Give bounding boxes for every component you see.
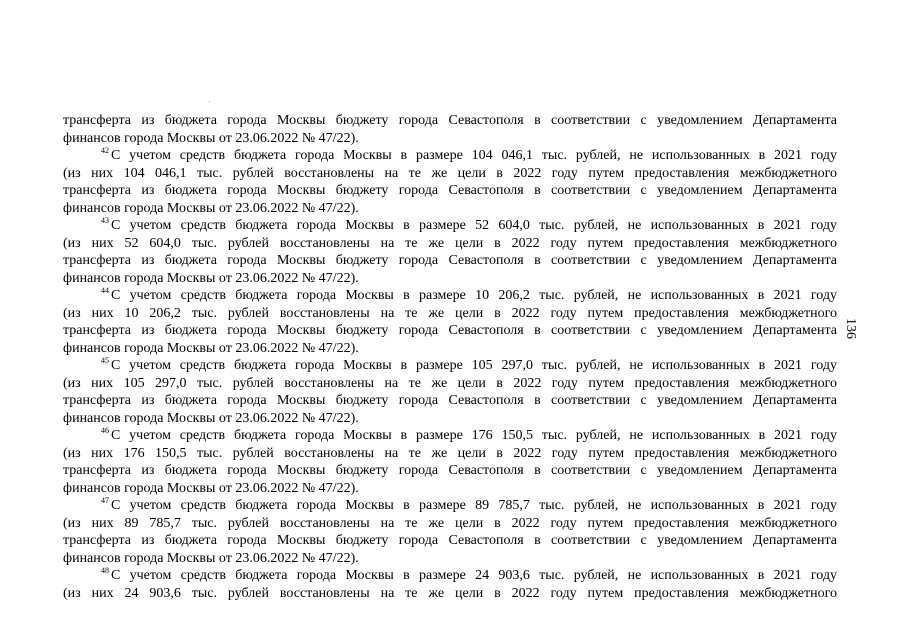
document-body <box>63 112 837 602</box>
footnote-first-line <box>63 427 837 445</box>
footnote-first-line <box>63 497 837 515</box>
footnote-number: 45 <box>101 357 109 365</box>
lead-line: трансферта из бюджета города Москвы бюджету города Севастополя в соответствии с уведомлением Департамента <box>63 113 837 128</box>
scan-speck <box>209 101 210 102</box>
footnote-line: (из них 10 206,2 тыс. рублей восстановлены на те же цели в 2022 году путем предоставления межбюджетного <box>63 305 837 321</box>
footnote-line: трансферта из бюджета города Москвы бюджету города Севастополя в соответствии с уведомлением Департамента <box>63 183 837 198</box>
footnote-line: финансов города Москвы от 23.06.2022 № 47/22). <box>63 410 359 426</box>
footnote-line: (из них 52 604,0 тыс. рублей восстановлены на те же цели в 2022 году путем предоставления межбюджетного <box>63 235 837 251</box>
footnote-line: трансферта из бюджета города Москвы бюджету города Севастополя в соответствии с уведомлением Департамента <box>63 393 837 408</box>
footnote-line: (из них 104 046,1 тыс. рублей восстановлены на те же цели в 2022 году путем предоставления межбюджетного <box>63 165 837 181</box>
footnote-text: С учетом средств бюджета города Москвы в размере 104 046,1 тыс. рублей, не использованных в 2021 году <box>111 148 837 163</box>
footnote-line: финансов города Москвы от 23.06.2022 № 47/22). <box>63 340 359 356</box>
footnote-first-line <box>63 567 837 585</box>
footnote-line: трансферта из бюджета города Москвы бюджету города Севастополя в соответствии с уведомлением Департамента <box>63 533 837 548</box>
footnote-line: финансов города Москвы от 23.06.2022 № 47/22). <box>63 550 359 566</box>
footnote-line: (из них 176 150,5 тыс. рублей восстановлены на те же цели в 2022 году путем предоставления межбюджетного <box>63 445 837 461</box>
footnote-number: 43 <box>101 217 109 225</box>
footnote-first-line <box>63 357 837 375</box>
footnote-text: С учетом средств бюджета города Москвы в размере 52 604,0 тыс. рублей, не использованных в 2021 году <box>111 218 837 233</box>
page-number: 136 <box>843 318 858 339</box>
footnote-line: финансов города Москвы от 23.06.2022 № 47/22). <box>63 480 359 496</box>
footnote-number: 44 <box>101 287 109 295</box>
footnote-line: финансов города Москвы от 23.06.2022 № 47/22). <box>63 270 359 286</box>
footnote-text: С учетом средств бюджета города Москвы в размере 105 297,0 тыс. рублей, не использованных в 2021 году <box>111 358 837 373</box>
footnote-text: С учетом средств бюджета города Москвы в размере 24 903,6 тыс. рублей, не использованных в 2021 году <box>111 568 837 583</box>
footnote-line: (из них 105 297,0 тыс. рублей восстановлены на те же цели в 2022 году путем предоставления межбюджетного <box>63 375 837 391</box>
footnote-first-line <box>63 217 837 235</box>
footnote-line: (из них 24 903,6 тыс. рублей восстановлены на те же цели в 2022 году путем предоставления межбюджетного <box>63 585 837 601</box>
footnote-number: 47 <box>101 497 109 505</box>
footnote-number: 46 <box>101 427 109 435</box>
footnote-first-line <box>63 147 837 165</box>
footnote-number: 42 <box>101 147 109 155</box>
footnote-text: С учетом средств бюджета города Москвы в размере 176 150,5 тыс. рублей, не использованных в 2021 году <box>111 428 837 443</box>
footnote-line: трансферта из бюджета города Москвы бюджету города Севастополя в соответствии с уведомлением Департамента <box>63 323 837 338</box>
footnote-first-line <box>63 287 837 305</box>
footnote-text: С учетом средств бюджета города Москвы в размере 10 206,2 тыс. рублей, не использованных в 2021 году <box>111 288 837 303</box>
footnote-line: трансферта из бюджета города Москвы бюджету города Севастополя в соответствии с уведомлением Департамента <box>63 463 837 478</box>
footnote-number: 48 <box>101 567 109 575</box>
footnote-text: С учетом средств бюджета города Москвы в размере 89 785,7 тыс. рублей, не использованных в 2021 году <box>111 498 837 513</box>
footnote-line: (из них 89 785,7 тыс. рублей восстановлены на те же цели в 2022 году путем предоставления межбюджетного <box>63 515 837 531</box>
footnote-line: финансов города Москвы от 23.06.2022 № 47/22). <box>63 200 359 216</box>
lead-line: финансов города Москвы от 23.06.2022 № 47/22). <box>63 130 359 146</box>
footnote-line: трансферта из бюджета города Москвы бюджету города Севастополя в соответствии с уведомлением Департамента <box>63 253 837 268</box>
